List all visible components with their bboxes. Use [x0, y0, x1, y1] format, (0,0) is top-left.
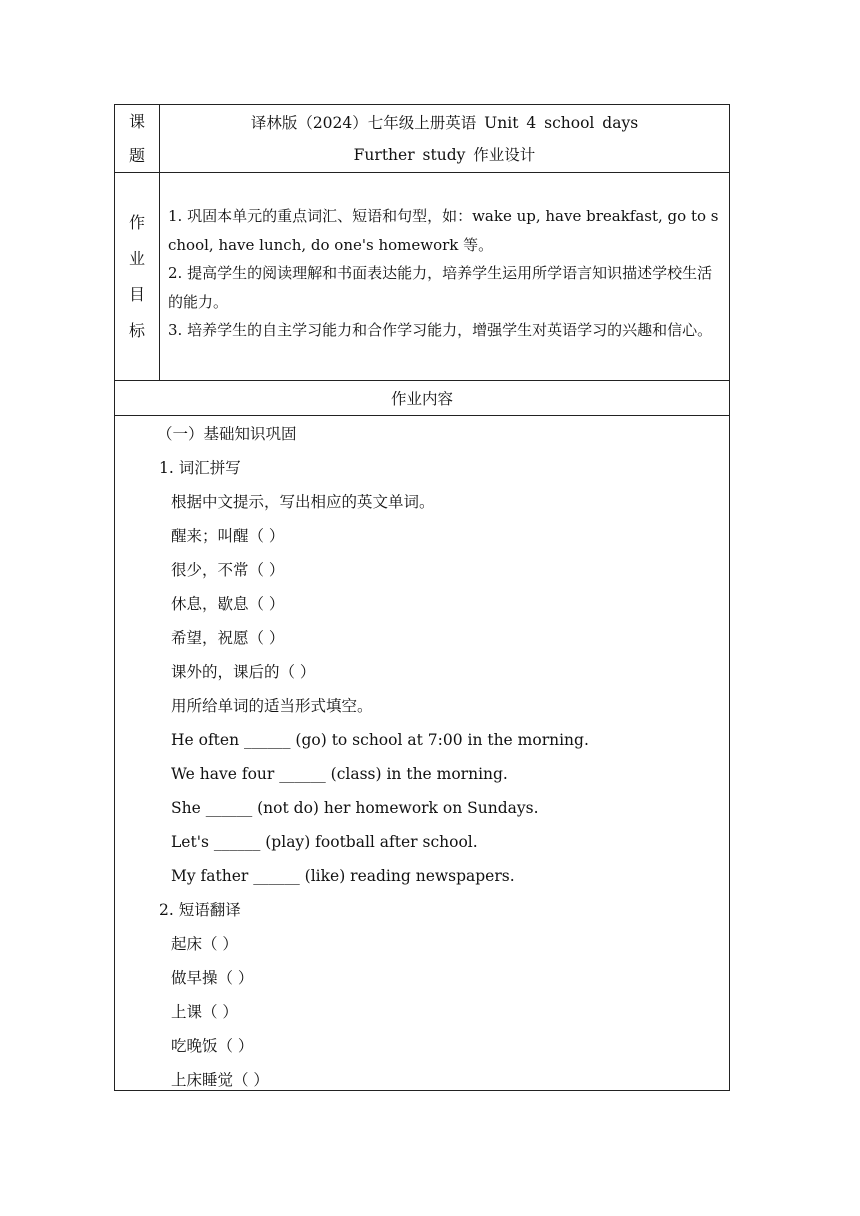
topic-label-char: 课 — [128, 111, 145, 131]
fill-blank-sentence: Let's ______ (play) football after school. — [171, 833, 478, 851]
goals-label-char: 目 — [128, 284, 145, 304]
goals-list — [160, 173, 729, 380]
goal-item: 1. 巩固本单元的重点词汇、短语和句型，如：wake up, have breakfast, go to school, have lunch, do one's homework 等。 — [168, 207, 719, 254]
goals-label-char: 作 — [128, 212, 145, 232]
fill-blank-sentence: She ______ (not do) her homework on Sundays. — [171, 799, 539, 817]
phrase-item: 做早操（ ） — [171, 969, 254, 987]
phrase-item: 上课（ ） — [171, 1003, 238, 1021]
fill-blank-sentence: We have four ______ (class) in the morning. — [171, 765, 508, 783]
topic-label-char: 题 — [128, 145, 145, 165]
part2-title: 2. 短语翻译 — [159, 901, 241, 919]
section-title: （一）基础知识巩固 — [157, 425, 297, 443]
content-body — [115, 416, 729, 1090]
topic-label — [115, 105, 160, 172]
vocab-item: 希望，祝愿（ ） — [171, 629, 285, 647]
goal-item: 2. 提高学生的阅读理解和书面表达能力，培养学生运用所学语言知识描述学校生活的能力。 — [168, 264, 713, 311]
goal-item: 3. 培养学生的自主学习能力和合作学习能力，增强学生对英语学习的兴趣和信心。 — [168, 321, 713, 339]
part1-title: 1. 词汇拼写 — [159, 459, 241, 477]
content-header: 作业内容 — [390, 390, 453, 408]
vocab-item: 课外的，课后的（ ） — [171, 663, 316, 681]
fill-blank-sentence: He often ______ (go) to school at 7:00 in the morning. — [171, 731, 589, 749]
phrase-item: 上床睡觉（ ） — [171, 1071, 269, 1089]
content-header-row — [115, 381, 729, 416]
topic-title-line1: 译林版（2024）七年级上册英语 Unit 4 school days — [250, 113, 639, 132]
part1-instruction2: 用所给单词的适当形式填空。 — [171, 697, 373, 715]
fill-blank-sentence: My father ______ (like) reading newspapers. — [171, 867, 515, 885]
topic-title — [160, 105, 729, 172]
vocab-item: 很少，不常（ ） — [171, 561, 285, 579]
goals-label-char: 标 — [128, 320, 145, 340]
topic-title-line2: Further study 作业设计 — [353, 145, 536, 164]
goals-label — [115, 173, 160, 380]
phrase-item: 起床（ ） — [171, 935, 238, 953]
goals-label-char: 业 — [128, 248, 145, 268]
phrase-item: 吃晚饭（ ） — [171, 1037, 254, 1055]
vocab-item: 休息，歇息（ ） — [171, 595, 285, 613]
homework-design-table — [114, 104, 730, 1091]
part1-instruction1: 根据中文提示，写出相应的英文单词。 — [171, 493, 435, 511]
goals-row — [115, 173, 729, 381]
vocab-item: 醒来；叫醒（ ） — [171, 527, 285, 545]
topic-row — [115, 105, 729, 173]
